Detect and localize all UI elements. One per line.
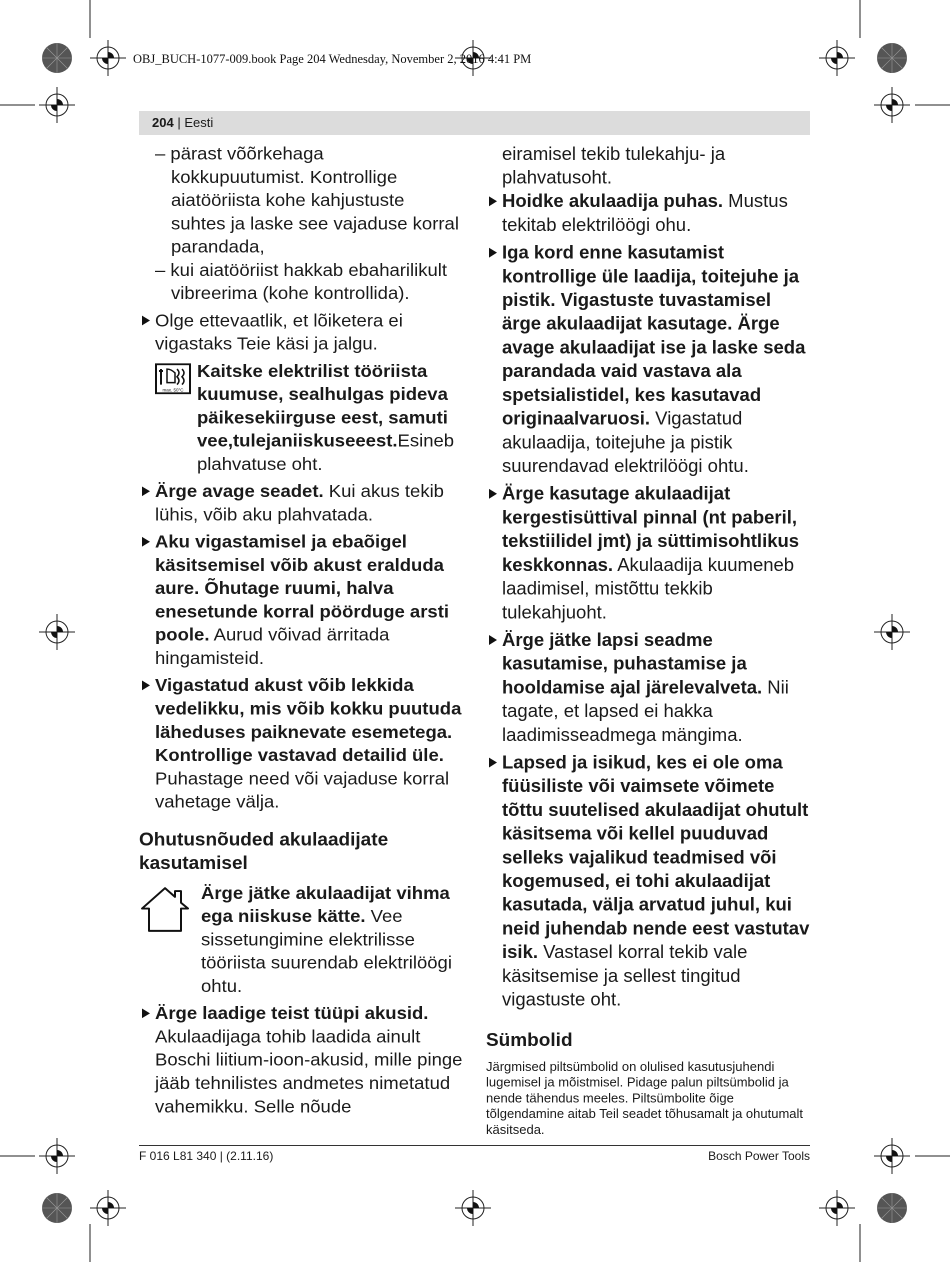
footer-rule xyxy=(139,1145,810,1146)
dash-line: aiatööriista kohe kahjustuste xyxy=(171,189,405,210)
footer-doc-code: F 016 L81 340 | (2.11.16) xyxy=(139,1149,274,1163)
bullet-bold: Vigastatud akust võib lekkida vedelikku, mis võib kokku puutuda läheduses paiknevate esemetega. Kontrollige vastavad detailid üle. xyxy=(155,674,462,765)
page-number: 204 xyxy=(152,115,174,130)
bullet-bold: Aku vigastamisel ja ebaõigel käsitsemisel võib akust eralduda aure. Õhutage ruumi, halva enesetunde korral pöörduge arsti poole. xyxy=(155,531,450,645)
bullet-item xyxy=(486,751,811,1012)
heat-warning xyxy=(139,359,469,475)
bullet-text: Aurud võivad ärritada hingamisteid. xyxy=(155,624,390,668)
bullet-item xyxy=(139,530,469,670)
continued-text: eiramisel tekib tulekahju- ja plahvatusoht. xyxy=(502,142,726,188)
bullet-item xyxy=(139,309,469,356)
rain-warning-normal: Vee sissetungimine elektrilisse tööriista suurendab elektrilöögi ohtu. xyxy=(201,905,452,996)
bullet-triangle-icon xyxy=(142,537,150,547)
symbols-heading: Sümbolid xyxy=(486,1030,573,1052)
bullet-triangle-icon xyxy=(489,248,497,258)
header-language: Eesti xyxy=(184,115,214,130)
bullet-text: Olge ettevaatlik, et lõiketera ei vigastaks Teie käsi ja jalgu. xyxy=(155,309,403,354)
bullet-triangle-icon xyxy=(489,635,497,645)
header-text xyxy=(152,115,213,130)
heat-warning-text: Esineb plahvatuse oht. xyxy=(197,430,455,474)
section-heading: Ohutusnõuded akulaadijate kasutamisel xyxy=(139,829,389,874)
dash-line: – pärast võõrkehaga xyxy=(155,142,324,164)
dash-item xyxy=(139,142,469,258)
bullet-text: Puhastage need või vajaduse korral vahetage välja. xyxy=(155,767,450,812)
bullet-text: Vastasel korral tekib vale käsitsemise ja sellest tingitud vigastuste oht. xyxy=(502,941,748,1010)
bullet-text: Kui akus tekib lühis, võib aku plahvatada. xyxy=(155,480,444,525)
bullet-item xyxy=(486,482,811,624)
bullet-item xyxy=(139,1002,469,1118)
dash-line: suhtes ja laske see vajaduse korral xyxy=(171,212,459,234)
bullet-text: Mustus tekitab elektrilöögi ohu. xyxy=(502,190,788,235)
bullet-bold: Ärge jätke lapsi seadme kasutamise, puhastamise ja hooldamise ajal järelevalveta. xyxy=(502,629,763,698)
heat-warning-bold: Kaitske elektrilist tööriista kuumuse, sealhulgas pideva päikesekiirguse eest, samuti vee,tulejaniiskuseeest. xyxy=(197,360,448,451)
bullet-item xyxy=(139,480,469,527)
bullet-triangle-icon xyxy=(142,681,150,691)
bullet-bold: Lapsed ja isikud, kes ei ole oma füüsiliste või vaimsete võimete tõttu suutelised akulaadijat ohutult käsitsema või kellel puuduvad selleks vajalikud teadmised või kogemused, ei tohi akulaadijat kasutada, välja arvatud juhul, kui neid juhendab nende eest vastutav isik. xyxy=(502,751,810,963)
bullet-text: Akulaadijaga tohib laadida ainult Boschi liitium-ioon-akusid, mille pinge jääb tehnilistes andmetes nimetatud vahemikku. Selle nõude xyxy=(155,1025,463,1117)
bullet-bold: Ärge avage seadet. xyxy=(155,480,324,502)
bullet-triangle-icon xyxy=(489,758,497,768)
left-column xyxy=(139,142,469,1122)
bullet-bold: Iga kord enne kasutamist kontrollige üle laadija, toitejuhe ja pistik. Vigastuste tuvastamisel ärge akulaadijat kasutage. Ärge avage akulaadijat ise ja laske seda parandada vaid vastava ala spetsialistidel, kes kasutavad originaalvaruosi. xyxy=(502,241,806,429)
dash-line: – kui aiatööriist hakkab ebaharilikult xyxy=(155,259,448,280)
heat-icon-label: max. 50°C xyxy=(162,387,184,393)
header-separator: | xyxy=(173,115,185,130)
dash-line: parandada, xyxy=(171,236,265,257)
bullet-item xyxy=(486,189,811,236)
heat-protection-icon xyxy=(155,363,191,394)
rain-warning xyxy=(139,881,469,997)
print-info: OBJ_BUCH-1077-009.book Page 204 Wednesday, November 2, 2016 4:41 PM xyxy=(133,52,532,66)
symbols-text: Järgmised piltsümbolid on olulised kasutusjuhendi lugemisel ja mõistmisel. Pidage palun piltsümbolid ja nende tähendus meeles. Piltsümbolite õige tõlgendamine aitab Teil seadet tõhusamalt ja ohutumalt käsitseda. xyxy=(486,1058,804,1138)
bullet-triangle-icon xyxy=(142,486,150,496)
footer-brand: Bosch Power Tools xyxy=(708,1149,810,1163)
bullet-triangle-icon xyxy=(489,489,497,499)
right-column xyxy=(486,142,811,1138)
indoor-use-house-icon xyxy=(139,883,191,933)
bullet-triangle-icon xyxy=(142,316,150,326)
dash-line: kokkupuutumist. Kontrollige xyxy=(171,166,398,187)
bullet-item xyxy=(486,241,811,478)
dash-line: vibreerima (kohe kontrollida). xyxy=(171,282,410,304)
bullet-bold: Hoidke akulaadija puhas. xyxy=(502,190,724,212)
bullet-text: Nii tagate, et lapsed ei hakka laadimisseadmega mängima. xyxy=(502,676,789,745)
bullet-text: Vigastatud akulaadija, toitejuhe ja pistik suurendavad elektrilöögi ohtu. xyxy=(502,407,749,476)
bullet-triangle-icon xyxy=(142,1008,150,1018)
bullet-bold: Ärge laadige teist tüüpi akusid. xyxy=(155,1002,429,1024)
bullet-bold: Ärge kasutage akulaadijat kergestisüttival pinnal (nt paberil, tekstiilidel jmt) ja süttimisohtlikus keskkonnas. xyxy=(502,482,800,575)
page-header xyxy=(139,111,810,135)
dash-item xyxy=(139,258,469,305)
bullet-item xyxy=(139,674,469,814)
bullet-triangle-icon xyxy=(489,196,497,206)
rain-warning-bold: Ärge jätke akulaadijat vihma ega niiskuse kätte. xyxy=(201,882,450,926)
bullet-item xyxy=(486,628,811,747)
bullet-text: Akulaadija kuumeneb laadimisel, mistõttu tekkib tulekahjuoht. xyxy=(502,554,795,623)
